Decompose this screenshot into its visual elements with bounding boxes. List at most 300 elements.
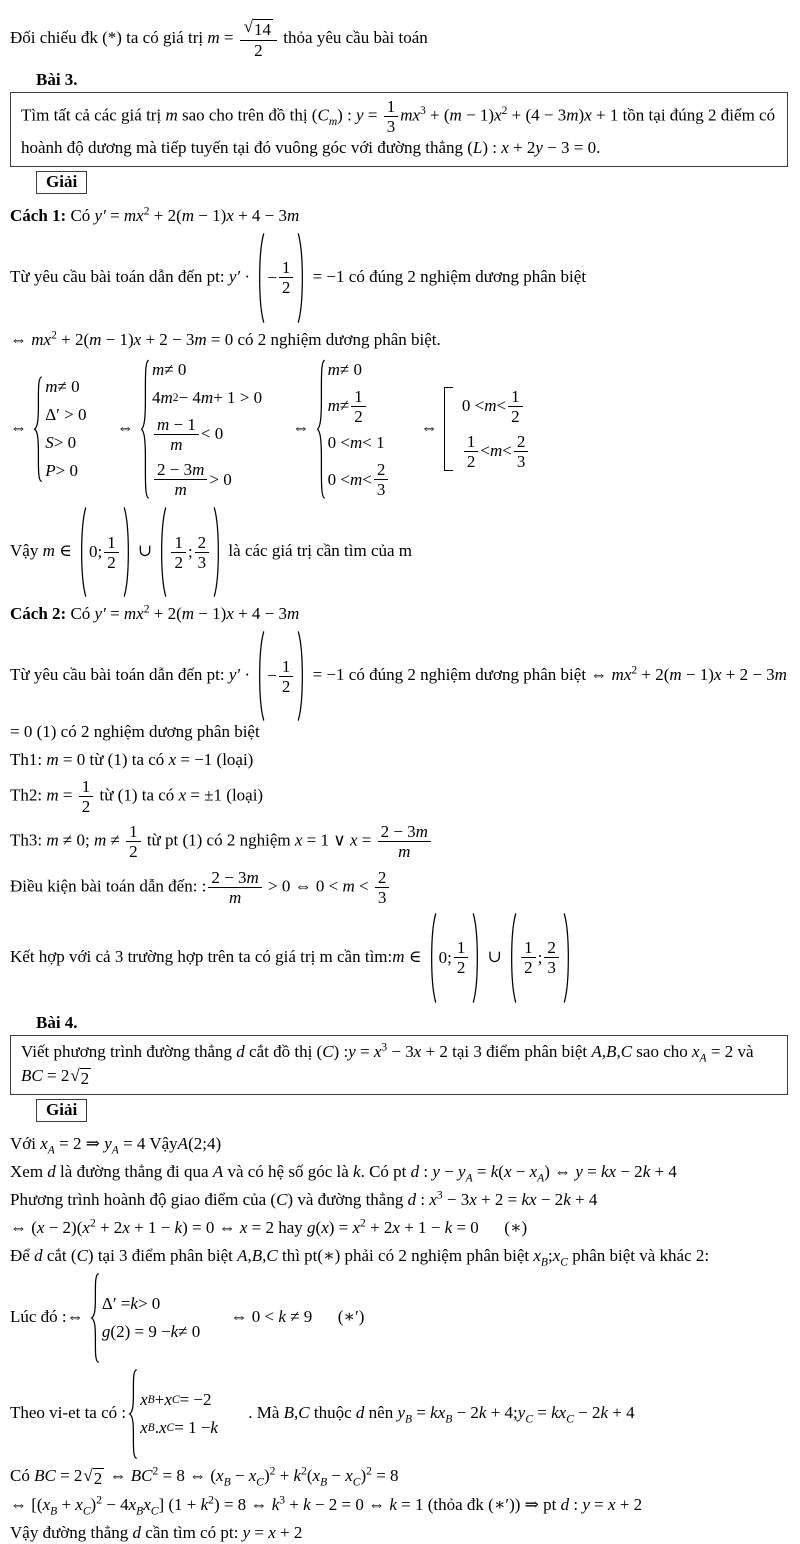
math-text: ) : [333,1041,349,1061]
bold-label: Cách 1: [10,205,67,225]
left-brace-icon [316,359,325,499]
math-text: ; [547,1246,553,1266]
math-text: = [355,1041,374,1061]
math-var: m [170,435,183,454]
numerator [126,822,141,841]
math-text: 1 [129,822,138,842]
math-var: y [432,1161,440,1181]
bai3-ket-hop-line [10,913,788,1003]
denominator [240,40,277,60]
math-var: x [75,1495,83,1515]
math-var: C [298,1403,310,1423]
math-text: Viết phương trình đường thẳng [21,1041,237,1061]
math-text: − [327,1466,346,1486]
case-row [152,415,223,454]
math-text: 3 [516,451,526,471]
math-text: = 0 có 2 nghiệm dương phân biệt. [206,329,441,349]
math-var: x [164,1390,172,1410]
math-text: + ( [425,105,450,125]
case-row [45,404,86,426]
bai3-pt2-para [10,631,788,743]
math-text: + 2 [508,137,536,157]
math-text: − 3 = 0. [542,137,601,157]
math-text: = 2 ⇒ [54,1133,105,1153]
left-paren-icon [78,507,87,597]
math-var: m [174,480,187,500]
math-text: ≠ 0 [178,1322,201,1342]
group-content [87,533,123,572]
bai3-vay-line [10,507,788,597]
math-var: x [140,1390,148,1410]
math-text: thì pt(∗) phải có 2 nghiệm phân biệt [277,1246,534,1266]
math-var: k [130,1294,138,1314]
math-var: x [40,1133,48,1153]
math-text: > 0 [209,469,232,489]
math-text: Có [10,1466,35,1486]
math-var: y [535,137,543,157]
math-text: ( [498,1161,504,1181]
math-text: ( [315,1218,322,1238]
math-text: phân biệt và khác 2: [567,1246,710,1266]
math-var: y [458,1161,466,1181]
bai4-line-viet [10,1369,788,1459]
math-text: Xem [10,1161,48,1181]
math-text: sao cho trên đồ thị ( [177,105,318,125]
math-text: ⇔ [112,417,138,437]
numerator [279,258,294,277]
math-var: mx [123,604,144,624]
math-text: là các giá trị cần tìm của m [224,541,413,560]
math-text: = [582,1161,601,1181]
math-text: , [247,1246,252,1266]
superscript: 2 [143,203,150,217]
case-row [152,460,232,499]
math-var: x [692,1041,700,1061]
left-paren-icon [508,913,517,1003]
math-text: ) [263,1466,270,1486]
superscript: 2 [366,1464,372,1478]
parenthesized-group [78,507,132,597]
left-brace-icon [140,359,149,499]
parenthesized-group [256,233,306,323]
math-var: d [47,1161,56,1181]
numerator [544,938,559,957]
bai3-th3-line [10,822,788,861]
math-text: từ (1) ta có [95,785,179,805]
math-text: > 0 [55,461,78,481]
math-var: x [501,137,509,157]
math-var: k [278,1307,286,1327]
subscript: C [150,1504,159,1518]
bai3-cach2-line [10,603,788,625]
math-text: ) = [328,1218,353,1238]
denominator [378,841,431,861]
math-text: + [57,1495,76,1515]
left-bracket-icon [444,387,453,471]
math-text: ) = 8 ⇔ [213,1495,272,1515]
math-var: k [200,1495,209,1515]
bai4-line-equiv-factor [10,1217,788,1239]
math-text: = 0 (1) có 2 nghiệm dương phân biệt [10,722,260,742]
parenthesized-group [158,507,222,597]
math-text: . [154,1418,159,1438]
bai3-th1-line [10,749,788,771]
math-var: BC [34,1466,56,1486]
case-row [102,1321,200,1343]
math-text: Δ′ > 0 [45,404,87,424]
math-var: x [133,329,142,349]
right-paren-icon [472,913,481,1003]
numerator [521,938,536,957]
math-var: B [251,1246,263,1266]
case-rows [137,1389,218,1439]
subscript: C [525,1412,534,1426]
bai3-title: Bài 3. [36,69,78,89]
math-var: y [356,105,364,125]
case-row [328,387,368,426]
denominator [521,957,536,977]
math-text: = 2 [42,1066,70,1086]
math-text: + 2 [365,1218,393,1238]
numerator [279,657,294,676]
numerator [104,533,119,552]
math-text: + 4; [486,1403,518,1423]
fraction [374,460,389,499]
math-text: ⇔ [288,417,314,437]
math-var: x [529,1161,538,1181]
math-text: < 1 [362,432,385,452]
math-var: d [355,1403,365,1423]
left-brace-icon [33,376,42,482]
math-var: m [181,205,195,225]
math-text: 1 [456,938,466,958]
math-var: m [165,105,178,125]
math-var: m [207,27,220,47]
denominator [508,406,523,426]
math-var: x [373,1041,382,1061]
math-var: x [140,1418,148,1438]
math-var: m [415,822,428,842]
math-text: ) : [337,105,357,125]
math-text: = 0 (∗) [452,1218,528,1238]
subscript: C [256,1475,264,1489]
subscript: A [537,1171,545,1185]
denominator [208,887,261,907]
math-text: − 2 [616,1161,643,1181]
math-text: + 1 − [129,1218,175,1238]
math-text: + 4 − 3 [233,604,288,624]
math-text: < [362,469,372,489]
math-var: kx [521,1190,537,1210]
math-var: x [413,1041,422,1061]
math-text: 3 [377,887,387,907]
cases-system [90,1273,200,1363]
math-var: k [210,1418,218,1438]
superscript: 2 [89,1216,96,1230]
superscript: 3 [420,103,426,117]
math-text: Với [10,1133,41,1153]
numerator [384,97,399,116]
radical [70,1067,91,1089]
math-text: = −1 (loại) [176,750,254,770]
math-var: x [584,105,592,125]
math-var: A [177,1133,189,1153]
denominator [279,277,294,297]
math-var: y [242,1523,251,1543]
math-text: = 1 ∨ [302,830,350,850]
cases-system [33,376,86,482]
math-var: m [566,105,579,125]
denominator [79,796,94,816]
math-text: > 0 [137,1294,161,1314]
math-var: y [104,1133,112,1153]
numerator [378,822,431,841]
math-text: 2 [377,867,387,887]
math-text: + 4 − 3 [233,205,288,225]
math-text: 2 [81,797,91,817]
math-text: 0; [438,947,452,967]
math-var: m [194,329,207,349]
radicand [93,1468,105,1489]
math-var: x [128,1495,137,1515]
radical-sign-icon: √ [243,17,254,37]
superscript: 2 [269,1464,276,1478]
math-text: ⇔ [( [10,1495,43,1515]
fraction [208,868,261,907]
math-text: . Mà [243,1403,284,1423]
math-text: + 1 > 0 [213,387,263,407]
math-text: 2 [93,1468,103,1488]
math-text: Để [10,1246,35,1266]
math-text: = −2 [179,1390,212,1410]
denominator [464,451,479,471]
bai4-line-de-d-cat [10,1245,788,1267]
numerator [154,460,207,479]
left-brace-icon [128,1369,137,1459]
math-var: C [266,1246,278,1266]
math-text: − 2 [452,1403,479,1423]
fraction [384,97,399,136]
math-text: = [105,205,124,225]
bracket-system [444,387,530,471]
math-text: , [262,1246,267,1266]
superscript: 2 [152,1464,159,1478]
superscript: 3 [279,1493,286,1507]
math-var: k [353,1161,361,1181]
math-text: ≠ [106,830,125,850]
group-content [265,657,297,696]
fraction [378,822,431,861]
math-var: k [490,1161,499,1181]
math-text: − 2 [536,1190,564,1210]
math-var: x [42,1495,51,1515]
fraction [514,432,529,471]
math-var: x [216,1466,224,1486]
math-text: = 4 Vậy [118,1133,178,1153]
numerator [195,533,210,552]
math-var: d [407,1190,417,1210]
math-text: = [219,27,238,47]
group-content [265,258,297,297]
math-var: g [307,1218,316,1238]
right-paren-icon [563,913,572,1003]
subscript: m [328,114,338,128]
bai4-line-xem [10,1161,788,1183]
denominator [104,552,119,572]
math-text: + 2( [56,329,90,349]
math-text: Vậy đường thẳng [10,1523,133,1543]
math-text: 2 [281,676,291,696]
subscript: B [405,1412,413,1426]
math-text: thỏa yêu cầu bài toán [279,27,428,47]
math-var: x [248,1466,257,1486]
math-var: g [101,1322,111,1342]
case-rows [149,359,262,499]
math-var: C [322,1041,334,1061]
math-text: + 2 [95,1218,123,1238]
math-var: m [228,887,242,907]
math-text: ∪ [483,946,507,966]
math-var: x [36,1218,45,1238]
math-var: m [46,750,59,770]
subscript: B [320,1475,328,1489]
case-rows [99,1293,200,1343]
math-var: k [303,1495,311,1515]
right-paren-icon [297,631,306,721]
math-var: k [642,1161,651,1181]
math-var: m [349,432,363,452]
math-var: m [342,875,355,895]
math-text: 2 [547,938,556,958]
math-text: = 2 hay [247,1218,308,1238]
math-text: · [240,266,255,286]
numerator [375,868,390,887]
subscript: B [136,1504,144,1518]
bai3-th2-line [10,777,788,816]
fraction [79,777,94,816]
math-var: m [392,946,405,966]
math-text: 2 [516,431,526,451]
math-var: m [181,604,195,624]
bai3-giai-label: Giải [36,171,87,194]
math-var: x [533,1246,541,1266]
math-text: : [569,1495,583,1515]
superscript: 3 [436,1188,443,1202]
superscript: 2 [631,663,638,677]
math-var: kx [430,1403,446,1423]
case-row [45,460,78,482]
math-text: Th2: [10,785,47,805]
math-text: 4 [152,387,161,407]
numerator [240,18,277,40]
math-text: và có hệ số góc là [223,1161,354,1181]
math-text: < [502,441,512,461]
math-text: 2 [354,406,363,426]
math-text: = [357,830,376,850]
math-text: − 1) [194,604,227,624]
denominator [454,957,469,977]
math-text: + 2( [637,665,670,685]
math-var: m [398,842,411,862]
math-text: − 1) [681,665,714,685]
left-paren-icon [256,631,265,721]
math-text: ) và đường thẳng [287,1190,408,1210]
right-paren-icon [123,507,132,597]
math-text: 2 [254,40,263,60]
math-var: y [397,1403,405,1423]
math-text: − 4 [101,1495,129,1515]
denominator [351,406,366,426]
math-text: ⇔ 0 < [226,1307,279,1327]
math-text: cắt ( [42,1246,77,1266]
math-text: ≠ 0 [339,359,362,379]
math-var: m [45,376,58,396]
math-var: x [552,1246,561,1266]
math-text: 1 [386,96,396,116]
math-text: ; [187,542,193,562]
numerator [351,387,366,406]
fraction [508,387,523,426]
math-text: − 3 [442,1190,470,1210]
math-text: ⇔ ( [10,1218,37,1238]
math-var: m [287,205,300,225]
fraction [375,868,390,907]
math-text: 2 [80,1068,90,1088]
math-text: là đường thẳng đi qua [55,1161,213,1181]
math-text: Từ yêu cầu bài toán dẫn đến pt: [10,665,229,685]
math-var: mx [611,665,632,685]
math-text: − [267,267,277,287]
math-text: Δ′ = [101,1294,131,1314]
math-text: Th3: [10,830,47,850]
left-brace-icon [90,1273,99,1363]
math-text: 2 [511,406,520,426]
math-var: m [489,441,503,461]
math-var: x [312,1466,321,1486]
case-row [328,432,385,454]
fraction [454,938,469,977]
group-content [437,938,473,977]
math-text: + [154,1390,165,1410]
radical-sign-icon: √ [83,1465,93,1485]
math-text: > 0 ⇔ 0 < [263,875,343,895]
superscript: 2 [301,1464,307,1478]
denominator [195,552,210,572]
case-row [462,387,525,426]
bai3-equiv-line [10,329,788,351]
math-var: k [600,1403,609,1423]
math-var: m [327,359,340,379]
bai4-line-equiv-k [10,1494,788,1516]
denominator [375,887,390,907]
math-text: = [412,1403,431,1423]
math-text: 0 < [327,432,350,452]
math-text: 2 − 3 [211,867,247,887]
math-var: A [237,1246,248,1266]
math-text: + 2( [149,205,182,225]
math-text: ≠ [339,396,350,416]
radical [83,1467,104,1489]
math-var: x [294,830,303,850]
bai3-pt-line [10,233,788,323]
math-text: = 2 và [706,1041,754,1061]
denominator [154,479,207,499]
math-text: + 2 [275,1523,303,1543]
math-text: − 1) [461,105,495,125]
math-text: Đối chiếu đk (*) ta có giá trị [10,27,208,47]
math-var: B [283,1403,295,1423]
math-text: ⇔ [416,417,442,437]
